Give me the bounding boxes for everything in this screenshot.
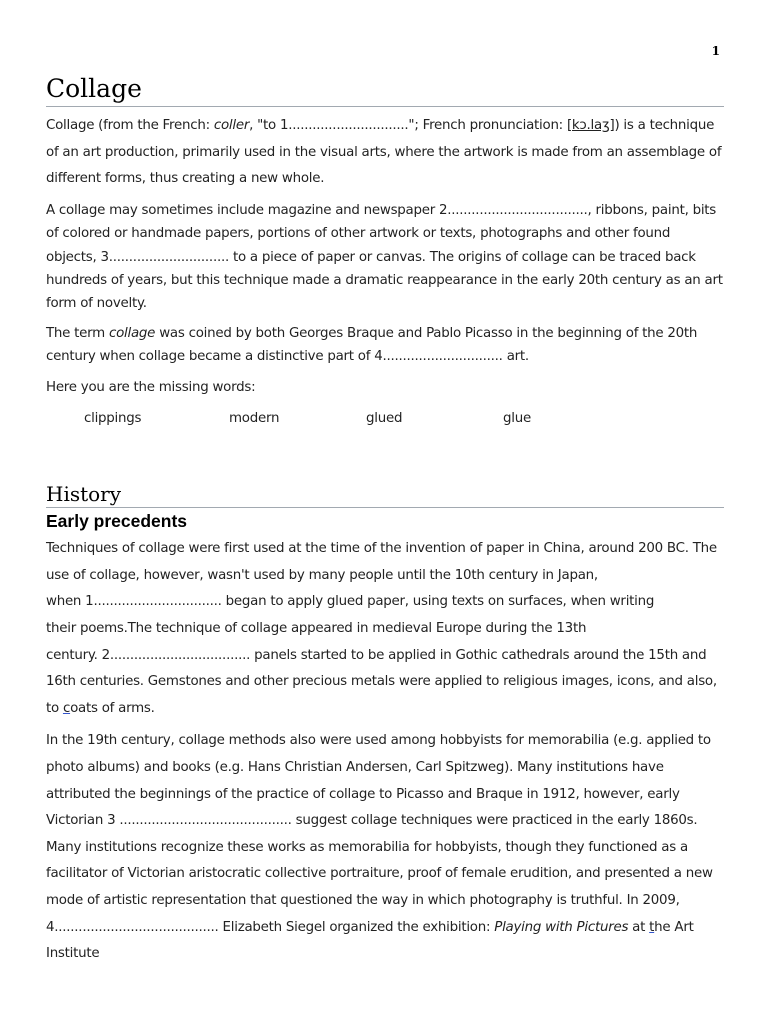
missing-words-label: Here you are the missing words: xyxy=(46,379,256,395)
early-precedents-heading: Early precedents xyxy=(46,511,188,532)
history-heading: History xyxy=(46,481,724,508)
page-title: Collage xyxy=(46,72,724,107)
document-body xyxy=(46,72,724,968)
history-paragraph-1: Techniques of collage were first used at the time of the invention of paper in China, around 200 BC. The use of collage, however, wasn't used by many people until the 10th century in Japan, when 1................................ began to apply glued paper, using texts on surfaces, when writing their poems.The technique of collage appeared in medieval Europe during the 13th century. 2................................... panels started to be applied in Gothic cathedrals around the 15th and 16th centuries. Gemstones and other precious metals were applied to religious images, icons, and also, to coats of arms. xyxy=(46,541,717,716)
missing-word: clippings xyxy=(84,411,142,427)
intro-paragraph-1: Collage (from the French: coller, "to 1.............................."; French pronunciation: [kɔ.laʒ]) is a technique of an art production, primarily used in the visual arts, where the artwork is made from an assemblage of different forms, thus creating a new whole. xyxy=(46,118,722,187)
missing-word: glue xyxy=(503,411,531,427)
missing-word: modern xyxy=(229,411,280,427)
missing-words-list xyxy=(84,409,724,429)
missing-word: glued xyxy=(366,411,403,427)
intro-paragraph-2: A collage may sometimes include magazine and newspaper 2..................................., ribbons, paint, bits of colored or handmade papers, portions of other artwork or texts, photographs and other found objects, 3.............................. to a piece of paper or canvas. The origins of collage can be traced back hundreds of years, but this technique made a dramatic reappearance in the early 20th century as an art form of novelty. xyxy=(46,202,723,312)
ipa-link[interactable]: [kɔ.laʒ] xyxy=(566,118,615,133)
history-paragraph-2: In the 19th century, collage methods also were used among hobbyists for memorabilia (e.g. applied to photo albums) and books (e.g. Hans Christian Andersen, Carl Spitzweg). Many institutions have attributed the beginnings of the practice of collage to Picasso and Braque in 1912, however, early Victorian 3 ........................................... suggest collage techniques were practiced in the early 1860s. Many institutions recognize these works as memorabilia for hobbyists, though they functioned as a facilitator of Victorian aristocratic collective portraiture, proof of female erudition, and presented a new mode of artistic representation that questioned the way in which photography is truthful. In 2009, 4......................................... Elizabeth Siegel organized the exhibition: Playing with Pictures at the Art Institute xyxy=(46,733,713,962)
intro-paragraph-3: The term collage was coined by both Georges Braque and Pablo Picasso in the beginning of the 20th century when collage became a distinctive part of 4.............................. art. xyxy=(46,325,698,365)
page-number: 1 xyxy=(711,44,720,58)
